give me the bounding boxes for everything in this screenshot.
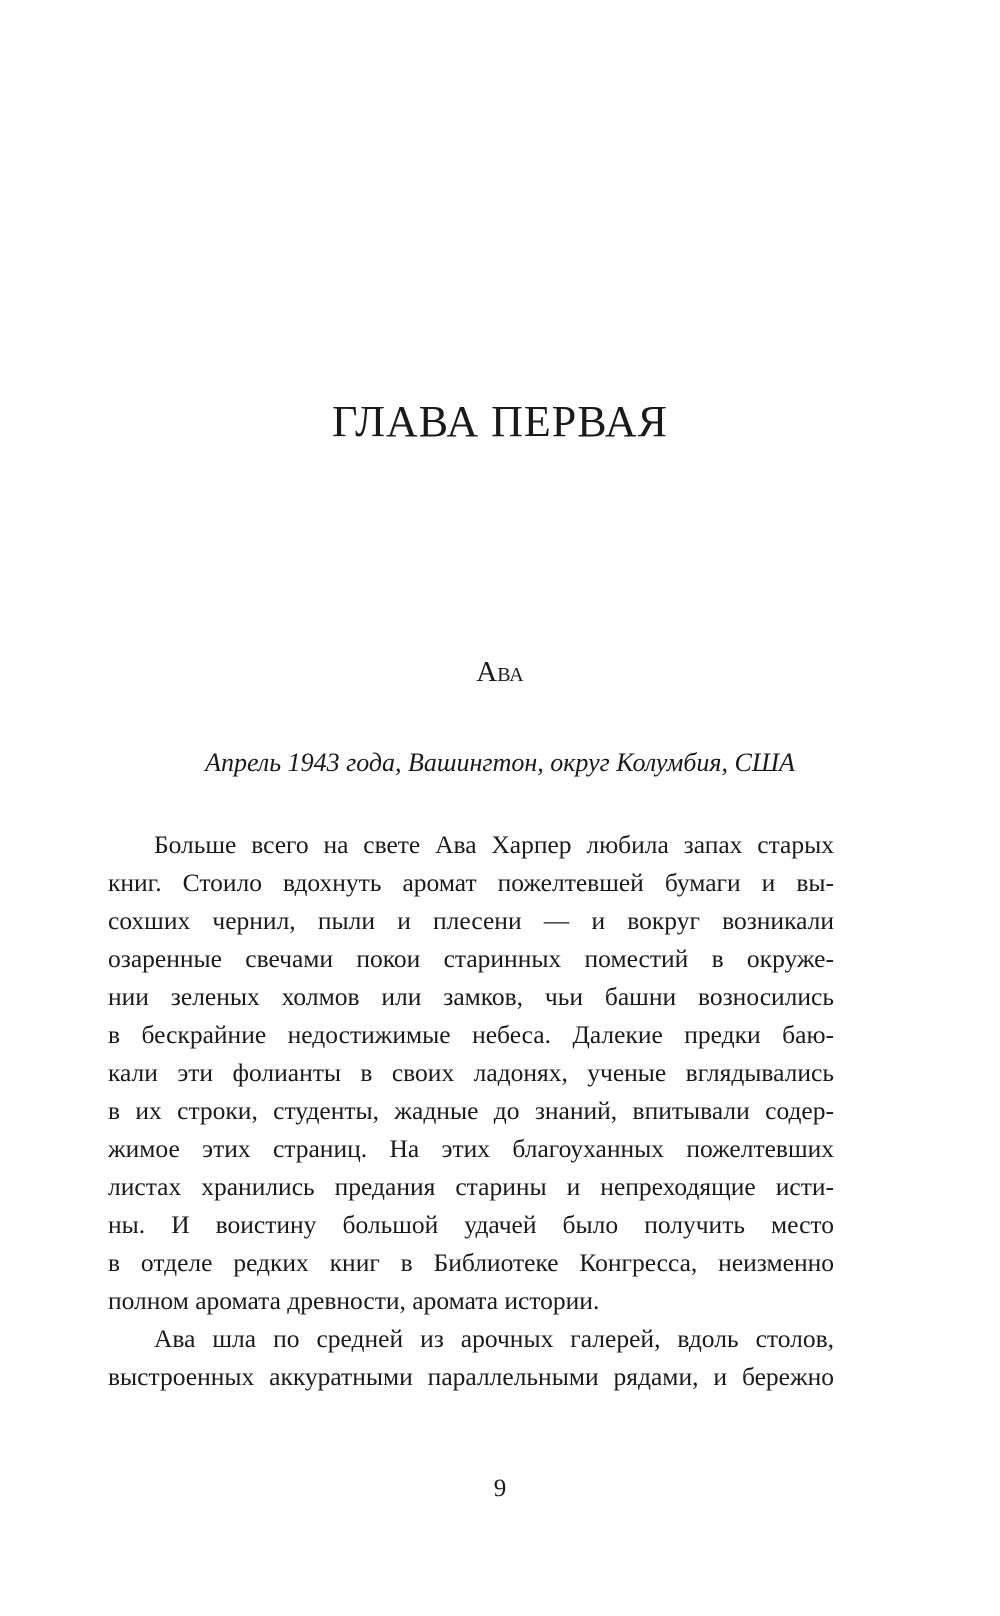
text-line: выстроенных аккуратными параллельными рядами, и бережно bbox=[108, 1362, 834, 1391]
text-line: сохших чернил, пыли и плесени — и вокруг возникали bbox=[108, 906, 834, 935]
paragraph-1 bbox=[108, 826, 834, 1320]
text-line: в бескрайние недостижимые небеса. Далекие предки баю- bbox=[108, 1020, 834, 1049]
dateline: Апрель 1943 года, Вашингтон, округ Колумбия, США bbox=[205, 748, 795, 777]
paragraph-2 bbox=[108, 1320, 834, 1396]
text-line: нии зеленых холмов или замков, чьи башни возносились bbox=[108, 982, 834, 1011]
text-line: кали эти фолианты в своих ладонях, ученые вглядывались bbox=[108, 1058, 834, 1087]
page-number: 9 bbox=[493, 1475, 507, 1502]
text-line: Больше всего на свете Ава Харпер любила запах старых bbox=[154, 830, 834, 859]
section-title: Ава bbox=[476, 656, 524, 688]
text-line: полном аромата древности, аромата истории. bbox=[108, 1286, 600, 1315]
text-line: озаренные свечами покои старинных поместий в окруже- bbox=[108, 944, 834, 973]
text-line: листах хранились предания старины и непреходящие исти- bbox=[108, 1172, 834, 1201]
text-line: книг. Стоило вдохнуть аромат пожелтевшей бумаги и вы- bbox=[108, 868, 834, 897]
text-line: в их строки, студенты, жадные до знаний, впитывали содер- bbox=[108, 1096, 834, 1125]
chapter-title: ГЛАВА ПЕРВАЯ bbox=[332, 397, 668, 446]
text-line: ны. И воистину большой удачей было получить место bbox=[108, 1210, 834, 1239]
text-line: в отделе редких книг в Библиотеке Конгресса, неизменно bbox=[108, 1248, 834, 1277]
body-text bbox=[108, 826, 834, 1396]
text-line: жимое этих страниц. На этих благоуханных пожелтевших bbox=[108, 1134, 834, 1163]
text-line: Ава шла по средней из арочных галерей, вдоль столов, bbox=[154, 1324, 834, 1353]
